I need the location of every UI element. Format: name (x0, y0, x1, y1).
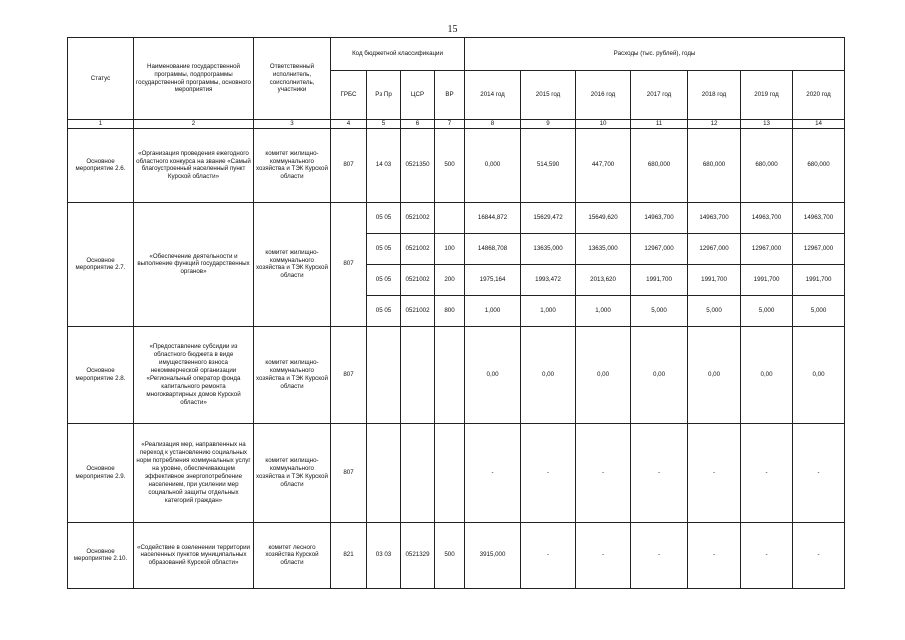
table-row (68, 326, 845, 423)
row-value: 5,000 (631, 295, 688, 326)
row-rzpr: 03 03 (367, 522, 401, 588)
row-rzpr: 05 05 (367, 233, 401, 264)
row-csr: 0521329 (401, 522, 435, 588)
row-value: 1991,700 (688, 264, 741, 295)
header-rzpr: Рз Пр (367, 71, 401, 120)
row-value: 14868,708 (465, 233, 521, 264)
column-number: 13 (741, 120, 793, 129)
header-executor: Ответственный исполнитель, соисполнитель, участники (254, 38, 331, 120)
row-name: «Организация проведения ежегодного областного конкурса на звание «Самый благоустроенный населенный пункт Курской области» (134, 128, 254, 202)
row-status: Основное мероприятие 2.7. (68, 202, 134, 326)
row-value: 14963,700 (631, 202, 688, 233)
row-value: 16844,872 (465, 202, 521, 233)
budget-table (67, 37, 845, 589)
header-year: 2016 год (576, 71, 631, 120)
row-value: 12967,000 (793, 233, 845, 264)
row-executor: комитет лесного хозяйства Курской области (254, 522, 331, 588)
row-value: 15629,472 (521, 202, 576, 233)
header-vr: ВР (435, 71, 465, 120)
row-value: 2013,620 (576, 264, 631, 295)
header-row (68, 38, 845, 71)
row-value: 0,00 (521, 326, 576, 423)
row-value: 1991,700 (793, 264, 845, 295)
column-number: 10 (576, 120, 631, 129)
column-number: 1 (68, 120, 134, 129)
row-status: Основное мероприятие 2.6. (68, 128, 134, 202)
row-value: 5,000 (688, 295, 741, 326)
row-vr (435, 326, 465, 423)
row-value: 1,000 (521, 295, 576, 326)
row-executor: комитет жилищно-коммунального хозяйства и ТЭК Курской области (254, 423, 331, 522)
row-vr: 200 (435, 264, 465, 295)
row-name: «Обеспечение деятельности и выполнение функций государственных органов» (134, 202, 254, 326)
row-value: 1991,700 (741, 264, 793, 295)
row-value: 1975,164 (465, 264, 521, 295)
row-value: 12967,000 (688, 233, 741, 264)
header-status: Статус (68, 38, 134, 120)
row-value: 15649,620 (576, 202, 631, 233)
row-vr (435, 202, 465, 233)
row-value: 13635,000 (576, 233, 631, 264)
row-value: - (741, 522, 793, 588)
row-value: 680,000 (741, 128, 793, 202)
row-grbs: 807 (331, 202, 367, 326)
row-grbs: 807 (331, 423, 367, 522)
column-number: 2 (134, 120, 254, 129)
row-vr: 500 (435, 128, 465, 202)
row-csr: 0521002 (401, 295, 435, 326)
row-value: 14963,700 (741, 202, 793, 233)
row-value: 0,00 (631, 326, 688, 423)
row-value: - (521, 522, 576, 588)
row-grbs: 807 (331, 128, 367, 202)
column-number: 3 (254, 120, 331, 129)
row-rzpr (367, 326, 401, 423)
row-csr: 0521002 (401, 202, 435, 233)
row-value: - (688, 522, 741, 588)
header-year: 2015 год (521, 71, 576, 120)
header-year: 2018 год (688, 71, 741, 120)
row-value: - (741, 423, 793, 522)
row-value: 5,000 (793, 295, 845, 326)
column-number: 11 (631, 120, 688, 129)
column-number-row (68, 120, 845, 129)
row-grbs: 807 (331, 326, 367, 423)
row-value: 0,00 (741, 326, 793, 423)
row-vr: 800 (435, 295, 465, 326)
row-value: 3915,000 (465, 522, 521, 588)
row-executor: комитет жилищно-коммунального хозяйства и ТЭК Курской области (254, 326, 331, 423)
header-year: 2020 год (793, 71, 845, 120)
row-value: 1991,700 (631, 264, 688, 295)
row-status: Основное мероприятие 2.8. (68, 326, 134, 423)
row-value: 1,000 (576, 295, 631, 326)
header-name: Наименование государственной программы, подпрограммы государственной программы, основного мероприятия (134, 38, 254, 120)
row-csr: 0521002 (401, 264, 435, 295)
header-expenses: Расходы (тыс. рублей), годы (465, 38, 845, 71)
row-value: 12967,000 (741, 233, 793, 264)
column-number: 12 (688, 120, 741, 129)
row-value: - (688, 423, 741, 522)
row-value: - (631, 522, 688, 588)
row-value: 680,000 (688, 128, 741, 202)
row-value: 1,000 (465, 295, 521, 326)
row-value: 514,590 (521, 128, 576, 202)
row-value: 0,00 (793, 326, 845, 423)
row-value: 13635,000 (521, 233, 576, 264)
column-number: 5 (367, 120, 401, 129)
header-year: 2014 год (465, 71, 521, 120)
row-value: - (465, 423, 521, 522)
header-year: 2019 год (741, 71, 793, 120)
row-status: Основное мероприятие 2.9. (68, 423, 134, 522)
row-name: «Реализация мер, направленных на переход к установлению социальных норм потребления коммунальных услуг на уровне, обеспечивающем эффективное энергопотребление населением, при усилении мер социальной защиты отдельных категорий граждан» (134, 423, 254, 522)
row-value: 14963,700 (793, 202, 845, 233)
row-vr (435, 423, 465, 522)
row-value: 0,00 (576, 326, 631, 423)
column-number: 4 (331, 120, 367, 129)
row-executor: комитет жилищно-коммунального хозяйства и ТЭК Курской области (254, 128, 331, 202)
row-value: 1993,472 (521, 264, 576, 295)
column-number: 6 (401, 120, 435, 129)
row-value: - (793, 423, 845, 522)
row-value: - (631, 423, 688, 522)
table-row (68, 522, 845, 588)
header-grbs: ГРБС (331, 71, 367, 120)
header-csr: ЦСР (401, 71, 435, 120)
row-value: - (793, 522, 845, 588)
header-year: 2017 год (631, 71, 688, 120)
header-budget-code: Код бюджетной классификации (331, 38, 465, 71)
row-vr: 500 (435, 522, 465, 588)
row-value: 447,700 (576, 128, 631, 202)
row-value: 680,000 (631, 128, 688, 202)
row-value: 0,00 (465, 326, 521, 423)
row-rzpr (367, 423, 401, 522)
row-rzpr: 05 05 (367, 264, 401, 295)
column-number: 14 (793, 120, 845, 129)
row-csr (401, 423, 435, 522)
row-rzpr: 05 05 (367, 202, 401, 233)
page-number: 15 (447, 24, 458, 35)
row-value: 5,000 (741, 295, 793, 326)
row-value: 0,000 (465, 128, 521, 202)
row-value: - (521, 423, 576, 522)
row-csr: 0521002 (401, 233, 435, 264)
row-executor: комитет жилищно-коммунального хозяйства и ТЭК Курской области (254, 202, 331, 326)
column-number: 7 (435, 120, 465, 129)
row-value: 0,00 (688, 326, 741, 423)
row-name: «Содействие в озеленении территории населенных пунктов муниципальных образований Курской области» (134, 522, 254, 588)
table-row (68, 128, 845, 202)
row-value: - (576, 522, 631, 588)
row-value: 14963,700 (688, 202, 741, 233)
row-value: 680,000 (793, 128, 845, 202)
table-row (68, 202, 845, 233)
row-csr: 0521350 (401, 128, 435, 202)
row-value: - (576, 423, 631, 522)
row-rzpr: 05 05 (367, 295, 401, 326)
row-name: «Предоставление субсидии из областного бюджета в виде имущественного взноса некоммерческой организации «Региональный оператор фонда капитального ремонта многоквартирных домов Курской области» (134, 326, 254, 423)
row-status: Основное мероприятие 2.10. (68, 522, 134, 588)
column-number: 9 (521, 120, 576, 129)
row-vr: 100 (435, 233, 465, 264)
row-grbs: 821 (331, 522, 367, 588)
table-row (68, 423, 845, 522)
row-rzpr: 14 03 (367, 128, 401, 202)
column-number: 8 (465, 120, 521, 129)
row-value: 12967,000 (631, 233, 688, 264)
row-csr (401, 326, 435, 423)
